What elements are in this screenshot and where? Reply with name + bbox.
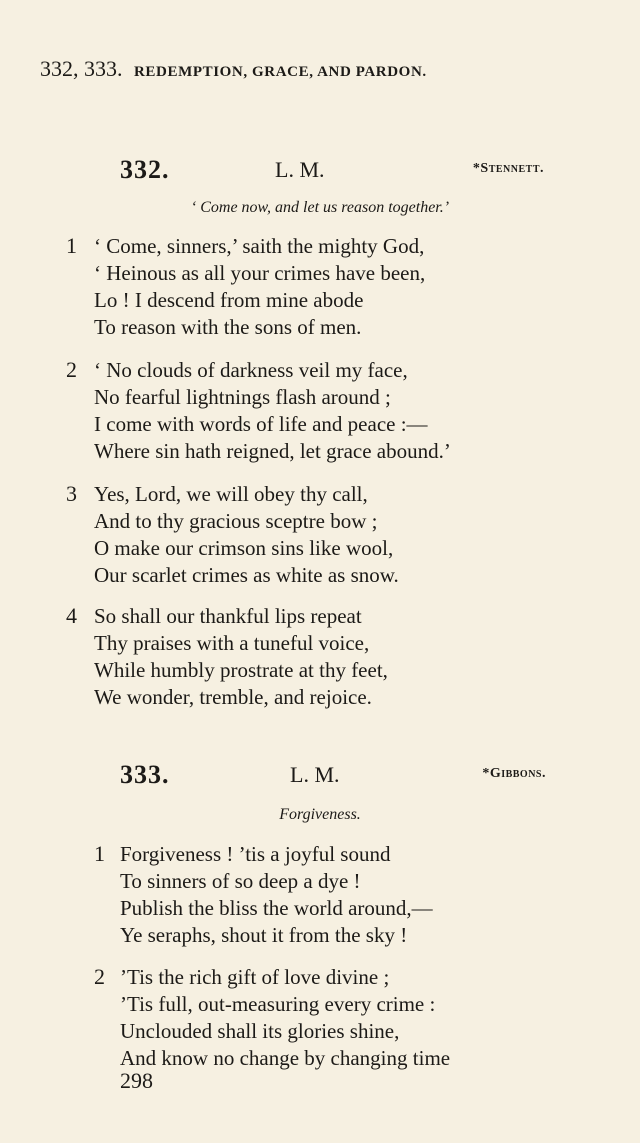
verse-line: To sinners of so deep a dye ! [120, 869, 361, 893]
hymn-333-heading [0, 760, 640, 790]
stanza-number: 4 [66, 603, 77, 628]
stanza-number: 2 [94, 964, 105, 989]
running-head-numbers: 332, 333. [40, 56, 123, 81]
verse-line: While humbly prostrate at thy feet, [94, 658, 388, 682]
verse-line: ’Tis the rich gift of love divine ; [120, 965, 390, 989]
hymn-meter: L. M. [275, 157, 325, 182]
verse-line: To reason with the sons of men. [94, 315, 362, 339]
running-head-title: REDEMPTION, GRACE, AND PARDON. [134, 64, 427, 80]
verse-line: Publish the bliss the world around,— [120, 896, 433, 920]
verse-line: And to thy gracious sceptre bow ; [94, 509, 378, 533]
stanza-number: 1 [94, 841, 105, 866]
verse-line: O make our crimson sins like wool, [94, 536, 394, 560]
verse-line: Forgiveness ! ’tis a joyful sound [120, 842, 391, 866]
stanza-number: 3 [66, 481, 77, 506]
stanza-number: 1 [66, 233, 77, 258]
hymn-number: 333. [120, 760, 170, 789]
verse-line: Yes, Lord, we will obey thy call, [94, 482, 368, 506]
verse-line: Thy praises with a tuneful voice, [94, 631, 370, 655]
verse-line: And know no change by changing time [120, 1046, 451, 1070]
hymn-meter: L. M. [290, 762, 340, 787]
page-number: 298 [120, 1068, 153, 1093]
verse-line: ‘ No clouds of darkness veil my face, [94, 358, 408, 382]
verse-line: ‘ Heinous as all your crimes have been, [94, 261, 426, 285]
hymn-332-heading [0, 155, 640, 185]
hymn-subtitle: ‘ Come now, and let us reason together.’ [190, 199, 450, 216]
verse-line: I come with words of life and peace :— [94, 412, 428, 436]
verse-line: No fearful lightnings flash around ; [94, 385, 391, 409]
hymn-author: *Stennett. [472, 161, 544, 176]
verse-line: We wonder, tremble, and rejoice. [94, 685, 372, 709]
running-head [40, 56, 427, 82]
hymn-number: 332. [120, 155, 170, 184]
verse-line: ‘ Come, sinners,’ saith the mighty God, [94, 234, 425, 258]
verse-line: So shall our thankful lips repeat [94, 604, 362, 628]
verse-line: Our scarlet crimes as white as snow. [94, 563, 399, 587]
hymn-subtitle: Forgiveness. [279, 806, 361, 823]
verse-line: Where sin hath reigned, let grace abound.’ [94, 439, 451, 463]
stanza-number: 2 [66, 357, 77, 382]
verse-line: Ye seraphs, shout it from the sky ! [120, 923, 408, 947]
verse-line: Lo ! I descend from mine abode [94, 288, 364, 312]
hymn-author: *Gibbons. [482, 766, 546, 781]
verse-line: ’Tis full, out-measuring every crime : [120, 992, 436, 1016]
verse-line: Unclouded shall its glories shine, [120, 1019, 400, 1043]
